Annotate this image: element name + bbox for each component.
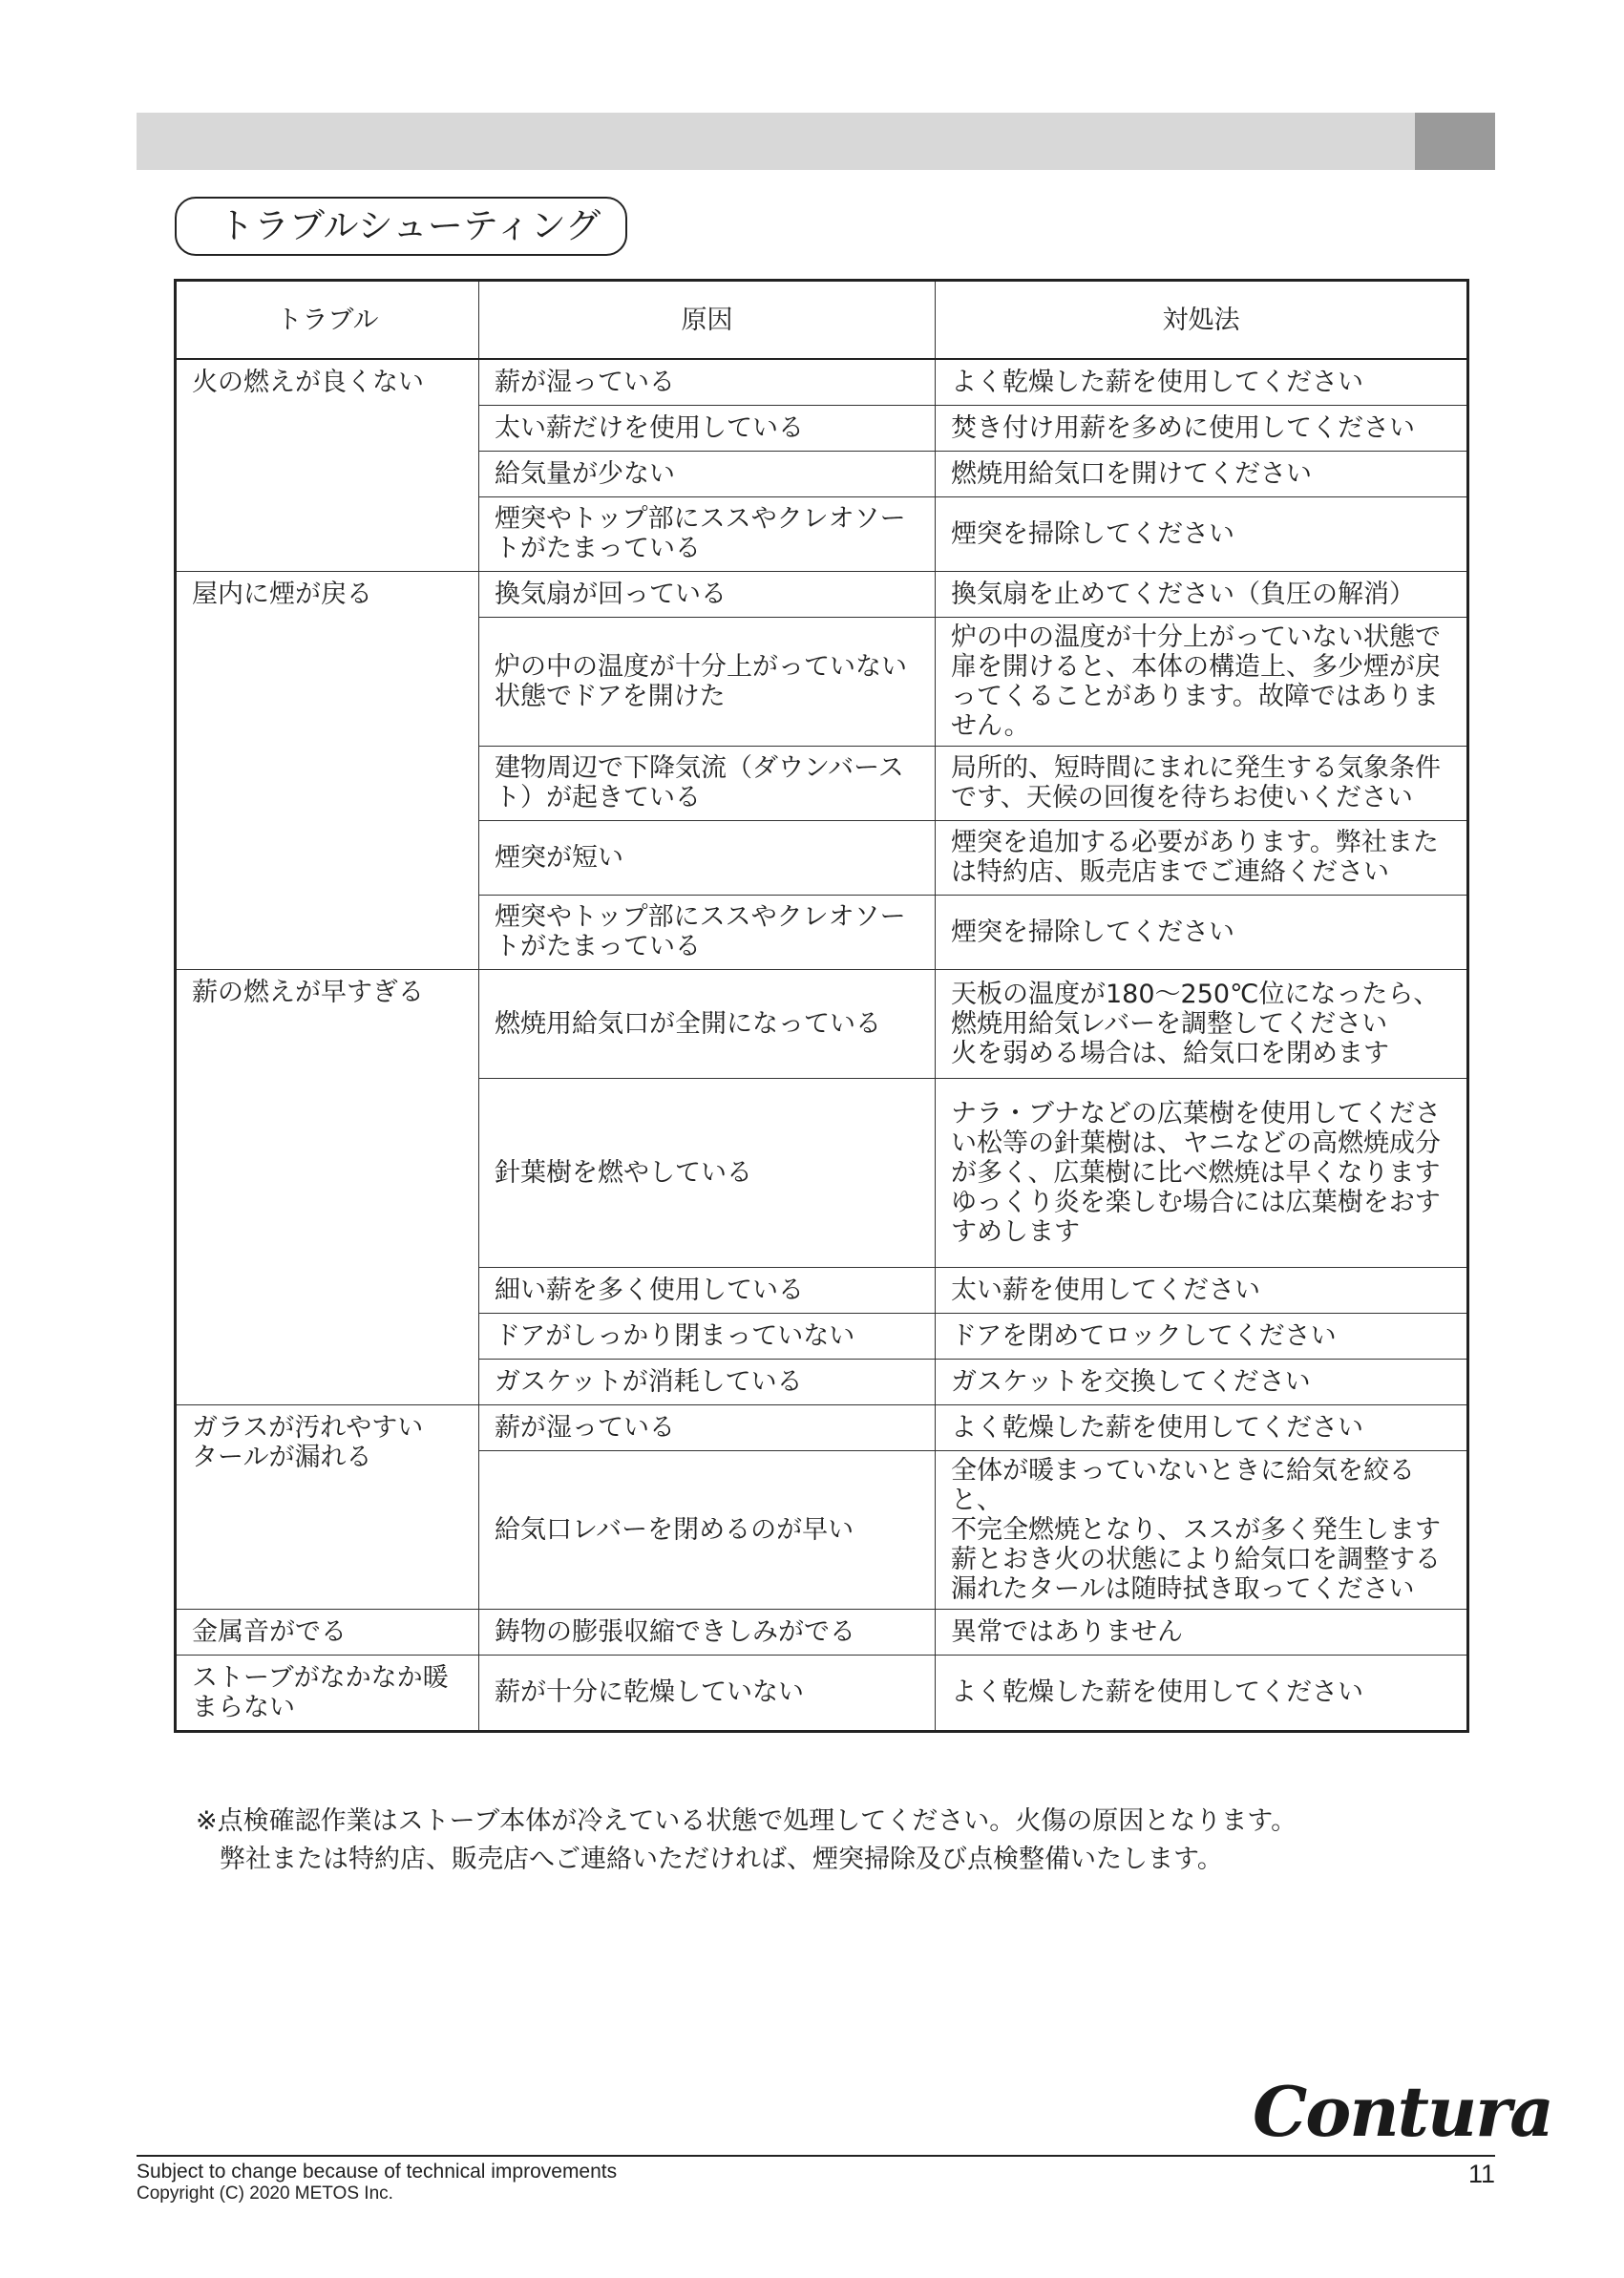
trouble-cell: ストーブがなかなか暖まらない	[176, 1655, 479, 1731]
footer-copyright: Copyright (C) 2020 METOS Inc.	[137, 2183, 393, 2204]
cause-cell: 換気扇が回っている	[479, 571, 936, 617]
note-line-1: ※点検確認作業はストーブ本体が冷えている状態で処理してください。火傷の原因となります。	[196, 1806, 1297, 1836]
remedy-cell: 換気扇を止めてください（負圧の解消）	[936, 571, 1468, 617]
remedy-cell: よく乾燥した薪を使用してください	[936, 359, 1468, 405]
remedy-cell: よく乾燥した薪を使用してください	[936, 1404, 1468, 1450]
cause-cell: 薪が十分に乾燥していない	[479, 1655, 936, 1731]
safety-note	[196, 1803, 1297, 1879]
brand-logo: Contura	[1253, 2071, 1552, 2152]
table-header-row	[176, 281, 1468, 360]
remedy-cell: 煙突を掃除してください	[936, 895, 1468, 969]
remedy-cell: 局所的、短時間にまれに発生する気象条件です、天候の回復を待ちお使いください	[936, 746, 1468, 820]
trouble-cell: 火の燃えが良くない	[176, 359, 479, 571]
footer-text	[137, 2161, 617, 2204]
remedy-cell: 天板の温度が180〜250℃位になったら、 燃焼用給気レバーを調整してください 火を弱める場合は、給気口を閉めます	[936, 969, 1468, 1078]
header-trouble: トラブル	[176, 281, 479, 360]
table-row	[176, 1655, 1468, 1731]
remedy-cell: 太い薪を使用してください	[936, 1267, 1468, 1313]
cause-cell: 炉の中の温度が十分上がっていない状態でドアを開けた	[479, 617, 936, 746]
cause-cell: 煙突が短い	[479, 820, 936, 895]
remedy-cell: ナラ・ブナなどの広葉樹を使用してください松等の針葉樹は、ヤニなどの高燃焼成分が多く、広葉樹に比べ燃焼は早くなります ゆっくり炎を楽しむ場合には広葉樹をおすすめします	[936, 1078, 1468, 1267]
cause-cell: 煙突やトップ部にススやクレオソートがたまっている	[479, 496, 936, 571]
trouble-cell: 薪の燃えが早すぎる	[176, 969, 479, 1404]
cause-cell: 鋳物の膨張収縮できしみがでる	[479, 1609, 936, 1655]
troubleshooting-table	[174, 279, 1469, 1733]
cause-cell: 煙突やトップ部にススやクレオソートがたまっている	[479, 895, 936, 969]
header-tab	[1415, 113, 1495, 170]
table-row	[176, 571, 1468, 617]
cause-cell: 給気量が少ない	[479, 451, 936, 496]
page-number: 11	[1467, 2160, 1495, 2188]
trouble-cell: ガラスが汚れやすい タールが漏れる	[176, 1404, 479, 1609]
table-row	[176, 969, 1468, 1078]
remedy-cell: 全体が暖まっていないときに給気を絞ると、 不完全燃焼となり、ススが多く発生します 薪とおき火の状態により給気口を調整する 漏れたタールは随時拭き取ってください	[936, 1450, 1468, 1609]
table-row	[176, 359, 1468, 405]
remedy-cell: 焚き付け用薪を多めに使用してください	[936, 405, 1468, 451]
table-row	[176, 1404, 1468, 1450]
page-title: トラブルシューティング	[175, 197, 627, 256]
footer-disclaimer: Subject to change because of technical improvements	[137, 2161, 618, 2183]
cause-cell: 針葉樹を燃やしている	[479, 1078, 936, 1267]
header-bar	[137, 113, 1495, 170]
cause-cell: 細い薪を多く使用している	[479, 1267, 936, 1313]
cause-cell: 建物周辺で下降気流（ダウンバースト）が起きている	[479, 746, 936, 820]
cause-cell: 太い薪だけを使用している	[479, 405, 936, 451]
remedy-cell: よく乾燥した薪を使用してください	[936, 1655, 1468, 1731]
cause-cell: 燃焼用給気口が全開になっている	[479, 969, 936, 1078]
cause-cell: ドアがしっかり閉まっていない	[479, 1313, 936, 1359]
remedy-cell: 燃焼用給気口を開けてください	[936, 451, 1468, 496]
remedy-cell: 異常ではありません	[936, 1609, 1468, 1655]
table-row	[176, 1609, 1468, 1655]
table-body	[176, 359, 1468, 1731]
remedy-cell: 煙突を掃除してください	[936, 496, 1468, 571]
note-line-2: 弊社または特約店、販売店へご連絡いただければ、煙突掃除及び点検整備いたします。	[220, 1845, 1223, 1874]
remedy-cell: ガスケットを交換してください	[936, 1359, 1468, 1404]
footer-divider	[137, 2155, 1495, 2157]
cause-cell: ガスケットが消耗している	[479, 1359, 936, 1404]
cause-cell: 薪が湿っている	[479, 359, 936, 405]
header-cause: 原因	[479, 281, 936, 360]
cause-cell: 給気口レバーを閉めるのが早い	[479, 1450, 936, 1609]
remedy-cell: 煙突を追加する必要があります。弊社または特約店、販売店までご連絡ください	[936, 820, 1468, 895]
remedy-cell: ドアを閉めてロックしてください	[936, 1313, 1468, 1359]
remedy-cell: 炉の中の温度が十分上がっていない状態で扉を開けると、本体の構造上、多少煙が戻ってくることがあります。故障ではありません。	[936, 617, 1468, 746]
header-remedy: 対処法	[936, 281, 1468, 360]
trouble-cell: 屋内に煙が戻る	[176, 571, 479, 969]
cause-cell: 薪が湿っている	[479, 1404, 936, 1450]
trouble-cell: 金属音がでる	[176, 1609, 479, 1655]
